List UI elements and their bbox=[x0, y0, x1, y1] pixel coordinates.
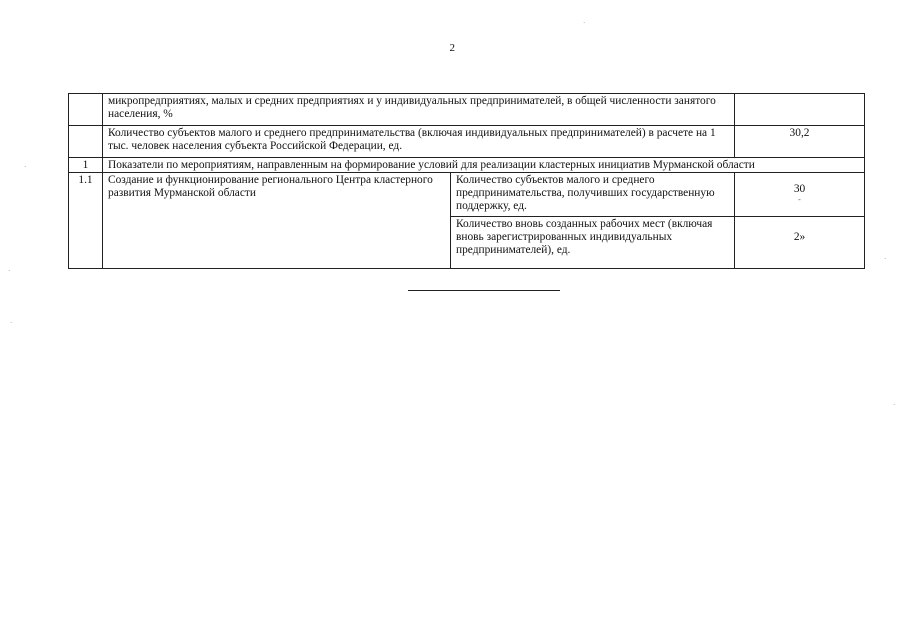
scan-speck: · bbox=[583, 19, 586, 27]
row-number-cell bbox=[69, 126, 103, 158]
scan-speck: · bbox=[893, 401, 896, 409]
table-row bbox=[69, 173, 865, 217]
table-row bbox=[69, 126, 865, 158]
scan-speck: · bbox=[884, 255, 887, 263]
table-row bbox=[69, 94, 865, 126]
value-text: 2» bbox=[793, 231, 806, 243]
value-cell bbox=[735, 173, 865, 217]
section-header-row bbox=[69, 158, 865, 173]
dash-mark: - bbox=[798, 195, 801, 204]
section-title-cell: Показатели по мероприятиям, направленным на формирование условий для реализации кластерных инициатив Мурманской области bbox=[103, 158, 865, 173]
indicators-table bbox=[68, 93, 865, 269]
measure-cell: Создание и функционирование регионального Центра кластерного развития Мурманской области bbox=[103, 173, 451, 269]
value-cell: 30,2 bbox=[735, 126, 865, 158]
page-number: 2 bbox=[449, 42, 456, 54]
indicator-cell: Количество субъектов малого и среднего предпринимательства, получивших государственную поддержку, ед. bbox=[451, 173, 735, 217]
indicator-cell: Количество вновь созданных рабочих мест (включая вновь зарегистрированных индивидуальных предпринимателей), ед. bbox=[451, 217, 735, 269]
row-number-cell bbox=[69, 94, 103, 126]
scan-speck: · bbox=[24, 163, 27, 171]
section-number-cell: 1 bbox=[69, 158, 103, 173]
indicator-cell: Количество субъектов малого и среднего предпринимательства (включая индивидуальных предпринимателей) в расчете на 1 тыс. человек населения субъекта Российской Федерации, ед. bbox=[103, 126, 735, 158]
scan-speck: · bbox=[10, 319, 13, 327]
value-cell bbox=[735, 94, 865, 126]
indicator-cell: микропредприятиях, малых и средних предприятиях и у индивидуальных предпринимателей, в общей численности занятого населения, % bbox=[103, 94, 735, 126]
row-number-cell: 1.1 bbox=[69, 173, 103, 269]
scan-speck: · bbox=[8, 267, 11, 275]
value-text: 30 bbox=[793, 183, 806, 195]
value-cell bbox=[735, 217, 865, 269]
separator-line bbox=[408, 290, 560, 291]
